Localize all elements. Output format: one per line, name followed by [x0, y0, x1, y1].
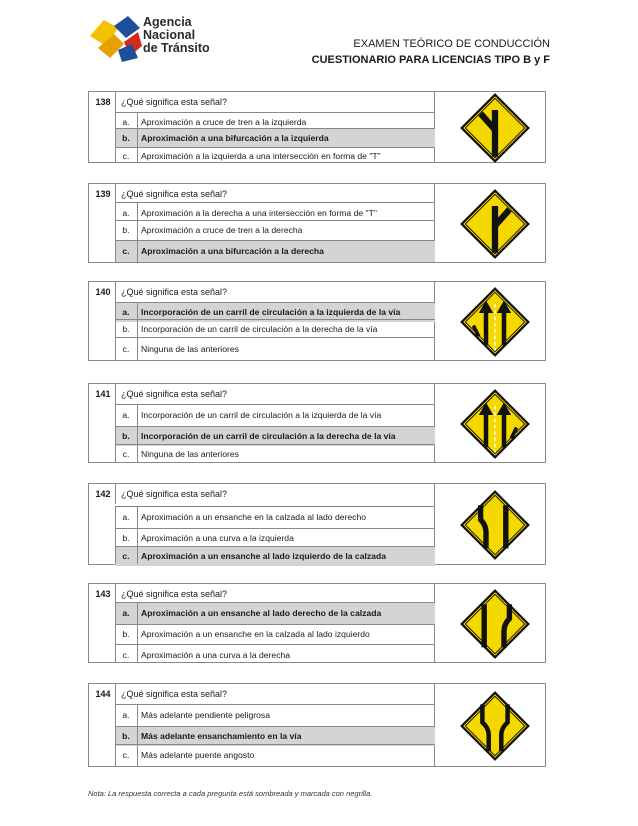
answer-option — [115, 744, 435, 766]
letter-column-divider — [137, 704, 138, 766]
option-letter: b. — [122, 133, 130, 143]
option-letter: b. — [122, 629, 130, 639]
option-text: Aproximación a una bifurcación a la derecha — [141, 246, 324, 256]
question-number: 142 — [95, 489, 111, 499]
row-separator — [115, 112, 435, 113]
road-widens-both-sign-icon — [459, 690, 531, 762]
row-separator — [115, 220, 435, 221]
option-letter: c. — [122, 650, 130, 660]
row-separator — [115, 444, 435, 445]
option-letter: c. — [122, 344, 130, 354]
question-number: 143 — [95, 589, 111, 599]
option-text: Incorporación de un carril de circulación a la izquierda de la vía — [141, 307, 401, 317]
answer-option — [115, 220, 435, 240]
question-block — [88, 583, 546, 663]
number-column-divider — [115, 184, 116, 204]
row-separator — [115, 528, 435, 529]
question-text: ¿Qué significa esta señal? — [121, 97, 228, 107]
question-text: ¿Qué significa esta señal? — [121, 689, 228, 699]
row-separator — [115, 744, 435, 745]
number-column-divider — [115, 384, 116, 404]
option-text: Aproximación a un ensanche en la calzada al lado derecho — [141, 512, 367, 522]
option-text: Aproximación a una curva a la derecha — [141, 650, 291, 660]
footnote: Nota: La respuesta correcta a cada pregunta está sombreada y marcada con negrilla. — [88, 789, 373, 798]
option-letter: a. — [122, 608, 130, 618]
option-text: Incorporación de un carril de circulación a la derecha de la vía — [141, 431, 396, 441]
fork-left-sign-icon — [459, 92, 531, 164]
question-number: 144 — [95, 689, 111, 699]
option-text: Más adelante ensanchamiento en la vía — [141, 731, 302, 741]
option-column-divider — [115, 112, 116, 162]
merge-left-lane-sign-icon — [459, 286, 531, 358]
row-separator — [115, 506, 435, 507]
answer-option-correct — [115, 726, 435, 746]
road-widens-left-sign-icon — [459, 489, 531, 561]
option-letter: b. — [122, 533, 130, 543]
row-separator — [115, 426, 435, 427]
question-text: ¿Qué significa esta señal? — [121, 287, 228, 297]
option-column-divider — [115, 704, 116, 766]
option-column-divider — [115, 602, 116, 662]
option-column-divider — [115, 302, 116, 360]
fork-right-sign-icon — [459, 188, 531, 260]
option-text: Aproximación a la derecha a una intersección en forma de "T" — [141, 208, 377, 218]
letter-column-divider — [137, 404, 138, 462]
option-letter: c. — [122, 551, 130, 561]
option-letter: b. — [122, 324, 130, 334]
option-letter: a. — [122, 208, 130, 218]
answer-option-correct — [115, 128, 435, 148]
row-separator — [115, 602, 435, 603]
option-column-divider — [115, 506, 116, 564]
row-separator — [115, 704, 435, 705]
number-column-divider — [115, 92, 116, 112]
question-number: 141 — [95, 389, 111, 399]
option-letter: c. — [122, 449, 130, 459]
row-separator — [115, 644, 435, 645]
answer-option — [115, 624, 435, 644]
option-letter: b. — [122, 431, 130, 441]
question-block — [88, 483, 546, 565]
letter-column-divider — [137, 302, 138, 360]
row-separator — [115, 726, 435, 727]
option-letter: c. — [122, 151, 130, 161]
answer-option-correct — [115, 602, 435, 624]
answer-option — [115, 444, 435, 464]
option-text: Ninguna de las anteriores — [141, 344, 239, 354]
answer-option — [115, 337, 435, 361]
letter-column-divider — [137, 112, 138, 162]
answer-option-correct — [115, 240, 435, 262]
number-column-divider — [115, 484, 116, 504]
letter-column-divider — [137, 202, 138, 262]
option-text: Aproximación a una curva a la izquierda — [141, 533, 294, 543]
exam-subtitle: CUESTIONARIO PARA LICENCIAS TIPO B y F — [311, 54, 550, 66]
option-text: Aproximación a un ensanche al lado izquierdo de la calzada — [141, 551, 386, 561]
question-block — [88, 91, 546, 163]
option-letter: a. — [122, 410, 130, 420]
merge-right-lane-sign-icon — [459, 388, 531, 460]
answer-option — [115, 319, 435, 339]
row-separator — [115, 147, 435, 148]
option-text: Aproximación a cruce de tren a la derecha — [141, 225, 303, 235]
option-letter: b. — [122, 731, 130, 741]
logo-wordmark — [143, 16, 210, 55]
option-letter: b. — [122, 225, 130, 235]
row-separator — [115, 128, 435, 129]
option-text: Incorporación de un carril de circulación a la derecha de la vía — [141, 324, 378, 334]
question-text: ¿Qué significa esta señal? — [121, 589, 228, 599]
letter-column-divider — [137, 506, 138, 564]
number-column-divider — [115, 684, 116, 704]
answer-option-correct — [115, 546, 435, 566]
answer-option-correct — [115, 426, 435, 446]
answer-option — [115, 704, 435, 726]
row-separator — [115, 240, 435, 241]
row-separator — [115, 337, 435, 338]
question-text: ¿Qué significa esta señal? — [121, 389, 228, 399]
letter-column-divider — [137, 602, 138, 662]
option-letter: a. — [122, 710, 130, 720]
logo-line-1: Agencia — [143, 15, 192, 29]
option-column-divider — [115, 404, 116, 462]
option-text: Aproximación a una bifurcación a la izquierda — [141, 133, 329, 143]
row-separator — [115, 202, 435, 203]
option-text: Aproximación a un ensanche al lado derecho de la calzada — [141, 608, 382, 618]
option-letter: a. — [122, 117, 130, 127]
option-letter: a. — [122, 307, 130, 317]
question-text: ¿Qué significa esta señal? — [121, 189, 228, 199]
answer-option — [115, 404, 435, 426]
number-column-divider — [115, 584, 116, 604]
number-column-divider — [115, 282, 116, 302]
road-widens-right-sign-icon — [459, 588, 531, 660]
answer-option — [115, 506, 435, 528]
question-number: 140 — [95, 287, 111, 297]
row-separator — [115, 319, 435, 320]
exam-title: EXAMEN TEÓRICO DE CONDUCCIÓN — [353, 38, 550, 50]
option-letter: c. — [122, 750, 130, 760]
option-text: Aproximación a cruce de tren a la izquierda — [141, 117, 307, 127]
option-text: Incorporación de un carril de circulación a la izquierda de la vía — [141, 410, 382, 420]
row-separator — [115, 624, 435, 625]
answer-option — [115, 644, 435, 666]
answer-option — [115, 528, 435, 548]
question-number: 138 — [95, 97, 111, 107]
logo-line-3: de Tránsito — [143, 41, 210, 55]
question-block — [88, 183, 546, 263]
option-text: Más adelante pendiente peligrosa — [141, 710, 270, 720]
option-column-divider — [115, 202, 116, 262]
logo-line-2: Nacional — [143, 28, 196, 42]
option-text: Aproximación a un ensanche en la calzada al lado izquierdo — [141, 629, 370, 639]
row-separator — [115, 546, 435, 547]
answer-option — [115, 147, 435, 165]
row-separator — [115, 404, 435, 405]
question-text: ¿Qué significa esta señal? — [121, 489, 228, 499]
question-block — [88, 383, 546, 463]
question-number: 139 — [95, 189, 111, 199]
option-text: Ninguna de las anteriores — [141, 449, 239, 459]
option-text: Aproximación a la izquierda a una intersección en forma de "T" — [141, 151, 381, 161]
question-block — [88, 683, 546, 767]
option-text: Más adelante puente angosto — [141, 750, 255, 760]
row-separator — [115, 302, 435, 303]
option-letter: a. — [122, 512, 130, 522]
option-letter: c. — [122, 246, 130, 256]
question-block — [88, 281, 546, 361]
